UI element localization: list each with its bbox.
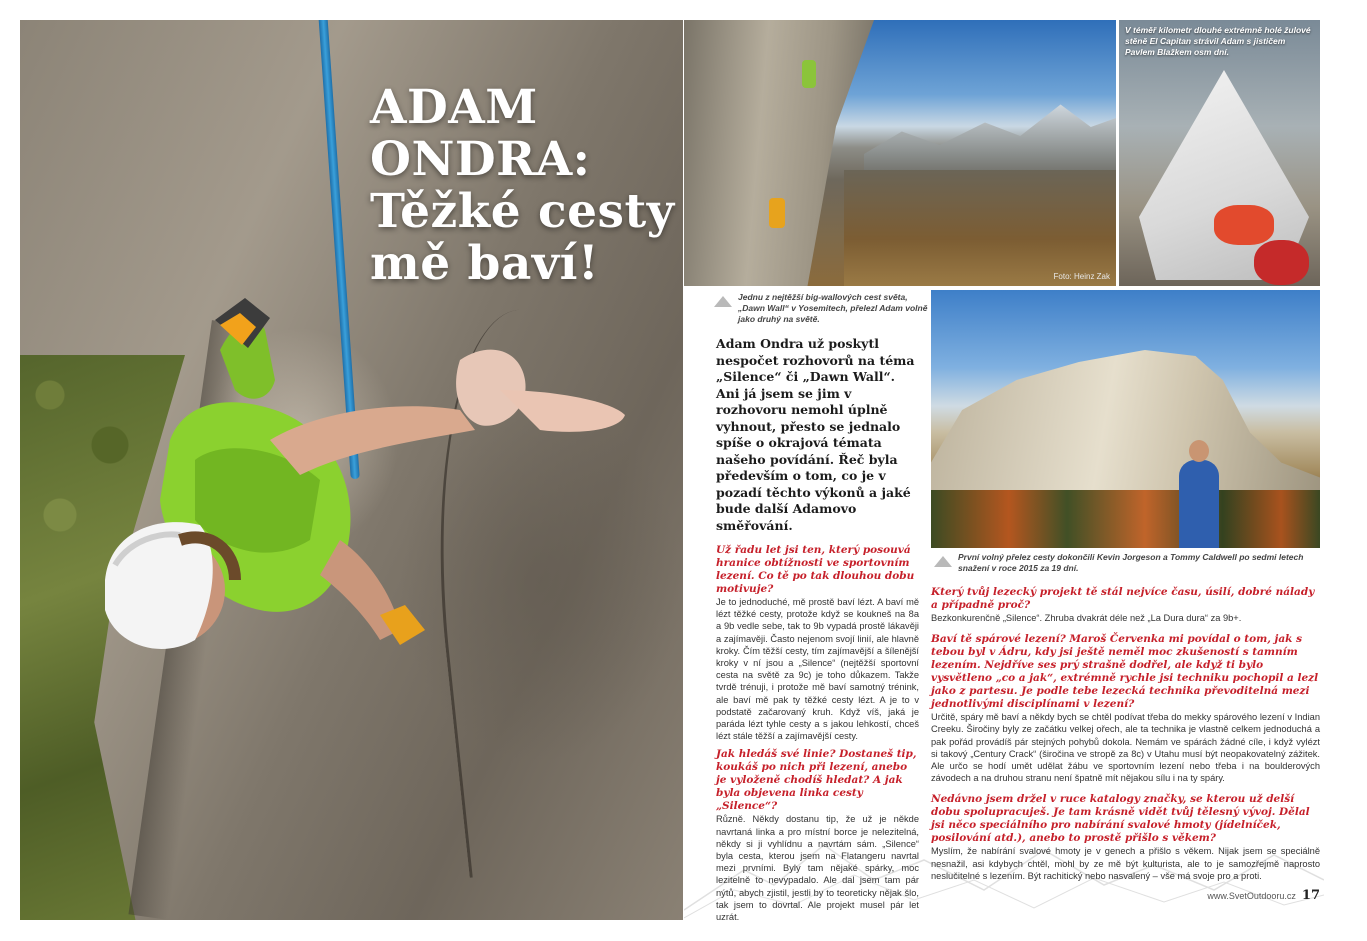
caption-text: Jednu z nejtěžší big-wallových cest světa, „Dawn Wall“ v Yosemitech, přelezl Adam volně jako druhý na světě. [738, 292, 928, 324]
interview-question: Nedávno jsem držel v ruce katalogy značky, se kterou už delší dobu spolupracuješ. Je tam krásně vidět tvůj tělesný vývoj. Dělal jsi něco speciálního pro nabírání svalové hmoty (jídelníček, posilování atd.), anebo to prostě přišlo s věkem? [931, 793, 1310, 845]
hero-title-line: mě baví! [370, 236, 600, 291]
article-column-right [931, 586, 1320, 882]
el-capitan-caption [934, 552, 1320, 574]
interview-answer: Určitě, spáry mě baví a někdy bych se chtěl podívat třeba do mekky spárového lezení v Indian Creeku. Širočiny byly ze začátku velkej ořech, ale ta technika je vlastně celkem jednoduchá a pak pořád provádíš pár stejných pohybů dokola. Nemám ve spárách žádné cíle, i když vylézt si takový „Century Crack“ (širočina ve stropě za 8c) v Utahu musí být neopakovatelný zážitek. Ale určo se hodí umět udělat žábu ve sportovním lezení nebo třeba i na boulderových závodech a na druhou stranu není špatně mít nějakou sílu i na ty spáry. [931, 712, 1320, 784]
person-head [1189, 440, 1209, 462]
interview-answer: Myslím, že nabírání svalové hmoty je v genech a přišlo s věkem. Nijak jsem se speciálně nesnažil, asi kdybych chtěl, mohl by ze mě být kulturista, ale to je samozřejmě naprosto neslučitelné s lezením. Být rachitický nebo nasvalený – vše má svoje pro a proti. [931, 846, 1320, 881]
red-bag [1254, 240, 1309, 285]
dawn-wall-photo [684, 20, 1116, 286]
el-capitan-photo [931, 290, 1320, 548]
dawn-wall-caption [714, 292, 928, 325]
portaledge-caption: V téměř kilometr dlouhé extrémně holé žulové stěně El Capitan strávil Adam s jističem Pavlem Blažkem osm dní. [1125, 25, 1311, 57]
hero-photo [20, 20, 683, 920]
interview-answer: Bezkonkurenčně „Silence“. Zhruba dvakrát déle než „La Dura dura“ za 9b+. [931, 613, 1242, 623]
caption-arrow-icon [934, 556, 952, 567]
article-intro: Adam Ondra už poskytl nespočet rozhovorů na téma „Silence“ či „Dawn Wall“. Ani já jsem se jim v rozhovoru nemohl úplně vyhnout, přesto se jednalo spíše o okrajová témata našeho povídání. Řeč byla především o tom, co je v pozadí těchto výkonů a jaké bude další Adamovo směřování. [716, 336, 915, 533]
article-column-left [716, 336, 919, 923]
climber-figure [769, 198, 785, 228]
interview-question: Který tvůj lezecký projekt tě stál nejvíce času, úsilí, dobré nálady a případně proč? [931, 586, 1315, 611]
sleeping-bag [1214, 205, 1274, 245]
hero-title-line: Těžké cesty [370, 184, 675, 239]
magazine-url: www.SvetOutdooru.cz [1207, 891, 1296, 901]
valley [844, 170, 1116, 286]
interview-question: Baví tě spárové lezení? Maroš Červenka mi povídal o tom, jak s tebou byl v Ádru, kdy jsi ještě neměl moc zkušeností s tamním lezením. Nejdříve ses prý strašně dodřel, ale když ti bylo vysvětleno „co a jak“, extrémně rychle jsi techniku pochopil a lezl jako z partesu. Je podle tebe lezecká technika převoditelná mezi jednotlivými disciplínami v lezení? [931, 633, 1319, 711]
interview-question: Jak hledáš své linie? Dostaneš tip, koukáš po nich při lezení, anebo je vyloženě chodíš hledat? A jak byla objevena linka cesty „Silence“? [716, 748, 917, 813]
interview-question: Už řadu let jsi ten, který posouvá hranice obtížnosti ve sportovním lezení. Co tě po tak dlouhou dobu motivuje? [716, 544, 915, 595]
photo-credit: Foto: Heinz Zak [1053, 272, 1110, 281]
caption-arrow-icon [714, 296, 732, 307]
hero-title-line: ONDRA: [370, 132, 591, 187]
page-footer [1190, 888, 1320, 903]
hero-title-line: ADAM [370, 80, 538, 135]
hero-title [370, 82, 683, 290]
interview-answer: Je to jednoduché, mě prostě baví lézt. A baví mě lézt těžké cesty, protože když se koukneš na 8a a 9b vedle sebe, tak to 9b vypadá prostě lákavěji a zajímavěji. Často nejenom svojí linií, ale hlavně kroky. Čím těžší cesty, tím zajímavější a šílenější kroky v ní jsou a „Silence“ (nejtěžší sportovní cesta na světě za 9c) je toho důkazem. Takže tvrdě trénuji, i protože mě baví samotný trénink, ale baví mě pak ty těžké cesty lézt. A je to v podstatě začarovaný kruh. Když víš, jaká je paráda lézt tyhle cesty a s jakou lehkostí, chceš lézt stále těžší a zajímavější cesty. [716, 597, 919, 742]
page-number: 17 [1301, 888, 1320, 903]
climber-figure [802, 60, 816, 88]
caption-text: První volný přelez cesty dokončili Kevin Jorgeson a Tommy Caldwell po sedmi letech snažení v roce 2015 za 19 dní. [958, 552, 1304, 573]
el-capitan-cliff [931, 350, 1320, 500]
interview-answer: Různě. Někdy dostanu tip, že už je někde navrtaná linka a pro místní borce je nelezitelná, někdy si ji vyhlídnu a navrtám sám. „Silence“ byla cesta, kterou jsem na Flatangeru navrtal mezi prvními. Byly tam nějaké spárky, moc lezitelně to nevypadalo. Ale dal jsem tam pár nýtů, abych zjistil, jestli by to teoreticky nějak šlo, tak jsem to dovrtal. Ale projekt musel pár let uzrát. [716, 814, 919, 923]
portaledge-photo [1119, 20, 1320, 286]
autumn-trees [931, 490, 1320, 548]
person-pointing [1179, 460, 1219, 548]
